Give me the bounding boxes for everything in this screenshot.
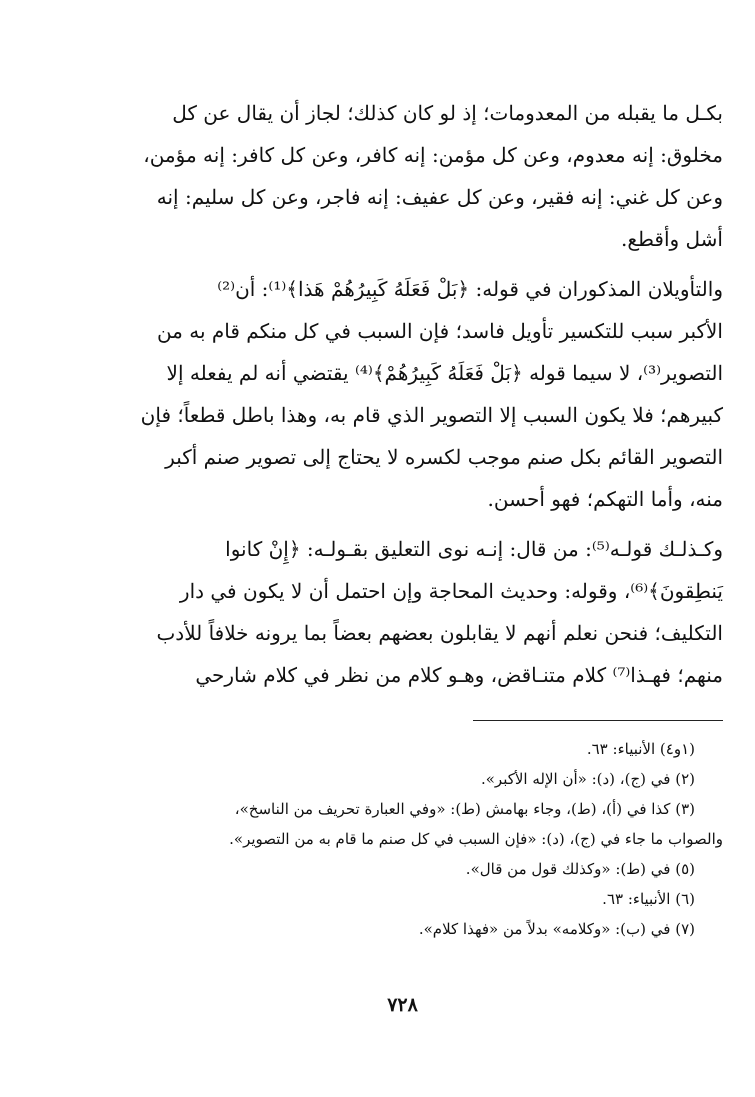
text-line: بكـل ما يقبله من المعدومات؛ إذ لو كان كذلك؛ لجاز أن يقال عن كل — [172, 101, 723, 125]
page-number: ٧٢٨ — [387, 994, 418, 1016]
footnote: (٧) في (ب): «وكلامه» بدلاً من «فهذا كلام». — [418, 920, 695, 938]
main-text — [82, 92, 723, 696]
book-page — [82, 92, 723, 1052]
footnote: (١و٤) الأنبياء: ٦٣. — [586, 740, 695, 758]
text-line: التصوير⁽³⁾، لا سيما قوله ﴿بَلْ فَعَلَهُ كَبِيرُهُمْ﴾⁽⁴⁾ يقتضي أنه لم يفعله إلا — [166, 361, 723, 385]
footnote: (٢) في (ج)، (د): «أن الإله الأكبر». — [480, 770, 695, 788]
footnote-continuation: والصواب ما جاء في (ج)، (د): «فإن السبب في كل صنم ما قام به من التصوير». — [229, 830, 723, 848]
text-line: التكليف؛ فنحن نعلم أنهم لا يقابلون بعضهم بعضاً بما يرونه خلافاً للأدب — [156, 621, 723, 645]
text-line: يَنطِقونَ﴾⁽⁶⁾، وقوله: وحديث المحاجة وإن احتمل أن لا يكون في دار — [179, 579, 723, 603]
text-line: أشل وأقطع. — [620, 227, 723, 251]
footnotes — [82, 734, 723, 944]
text-line: التصوير القائم بكل صنم موجب لكسره لا يحتاج إلى تصوير صنم أكبر — [165, 445, 723, 469]
text-line: منهم؛ فهـذا⁽⁷⁾ كلام متنـاقض، وهـو كلام من نظر في كلام شارحي — [195, 663, 723, 687]
text-line: منه، وأما التهكم؛ فهو أحسن. — [487, 487, 723, 511]
text-line: كبيرهم؛ فلا يكون السبب إلا التصوير الذي قام به، وهذا باطل قطعاً؛ فإن — [140, 403, 723, 427]
text-line: وكـذلـك قولـه⁽⁵⁾: من قال: إنـه نوى التعليق بقـولـه: ﴿إِنْ كانوا — [225, 537, 723, 561]
text-line: الأكبر سبب للتكسير تأويل فاسد؛ فإن السبب في كل منكم قام به من — [156, 319, 723, 343]
text-line: مخلوق: إنه معدوم، وعن كل مؤمن: إنه كافر، وعن كل كافر: إنه مؤمن، — [143, 143, 723, 167]
footnote-divider — [473, 720, 723, 721]
text-line: والتأويلان المذكوران في قوله: ﴿بَلْ فَعَلَهُ كَبِيرُهُمْ هَذا﴾⁽¹⁾: أن⁽²⁾ — [217, 277, 723, 301]
footnote: (٥) في (ط): «وكذلك قول من قال». — [465, 860, 695, 878]
footnote: (٦) الأنبياء: ٦٣. — [602, 890, 695, 908]
text-line: وعن كل غني: إنه فقير، وعن كل عفيف: إنه فاجر، وعن كل سليم: إنه — [156, 185, 723, 209]
footnote: (٣) كذا في (أ)، (ط)، وجاء بهامش (ط): «وفي العبارة تحريف من الناسخ»، — [234, 800, 695, 818]
